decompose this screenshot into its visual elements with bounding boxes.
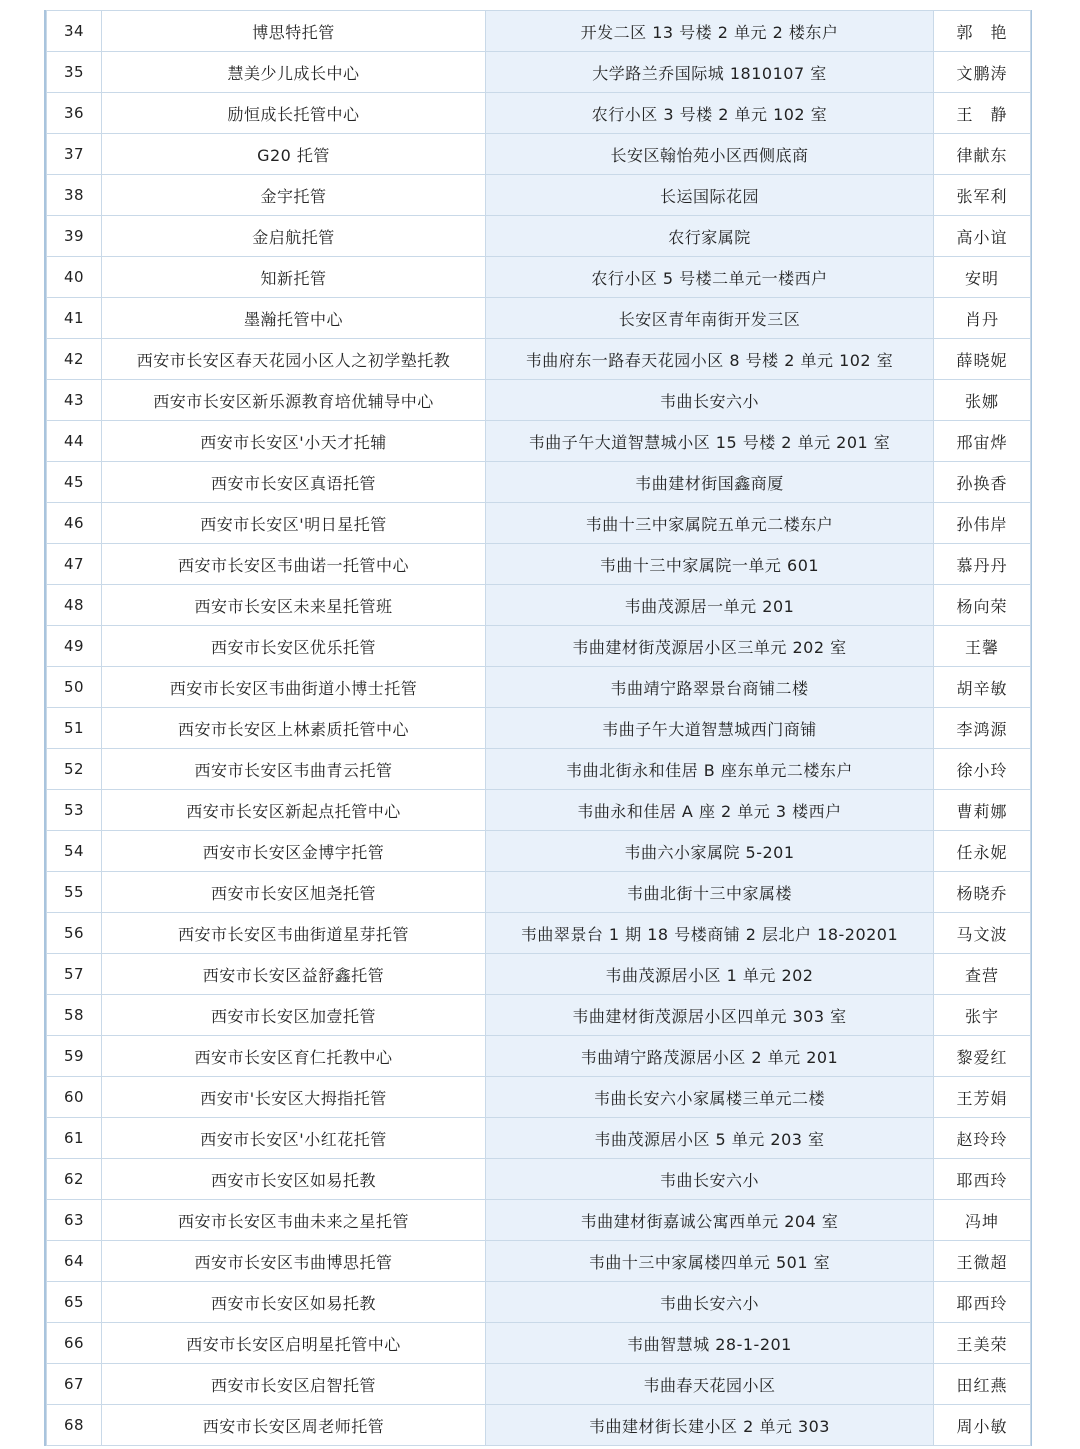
contact-person: 张宇 (934, 995, 1031, 1036)
table-row (47, 708, 1031, 749)
row-number: 62 (47, 1159, 102, 1200)
row-number: 38 (47, 175, 102, 216)
contact-person: 张娜 (934, 380, 1031, 421)
row-number: 41 (47, 298, 102, 339)
org-name: 西安市长安区韦曲街道小博士托管 (102, 667, 486, 708)
table-row (47, 298, 1031, 339)
org-address: 韦曲茂源居小区 1 单元 202 (486, 954, 934, 995)
org-address: 韦曲春天花园小区 (486, 1364, 934, 1405)
table-row (47, 216, 1031, 257)
table-row (47, 913, 1031, 954)
org-name: 西安市长安区'明日星托管 (102, 503, 486, 544)
table-row (47, 503, 1031, 544)
contact-person: 郭 艳 (934, 11, 1031, 52)
org-name: 西安市长安区加壹托管 (102, 995, 486, 1036)
contact-person: 肖丹 (934, 298, 1031, 339)
org-address: 韦曲子午大道智慧城西门商铺 (486, 708, 934, 749)
org-address: 长安区翰怡苑小区西侧底商 (486, 134, 934, 175)
org-name: 励恒成长托管中心 (102, 93, 486, 134)
org-name: 西安市长安区'小红花托管 (102, 1118, 486, 1159)
row-number: 60 (47, 1077, 102, 1118)
contact-person: 王芳娟 (934, 1077, 1031, 1118)
contact-person: 胡辛敏 (934, 667, 1031, 708)
org-name: 西安市长安区春天花园小区人之初学塾托教 (102, 339, 486, 380)
row-number: 36 (47, 93, 102, 134)
contact-person: 田红燕 (934, 1364, 1031, 1405)
contact-person: 黎爱红 (934, 1036, 1031, 1077)
row-number: 61 (47, 1118, 102, 1159)
org-address: 韦曲北街十三中家属楼 (486, 872, 934, 913)
table-row (47, 1077, 1031, 1118)
org-address: 韦曲十三中家属楼四单元 501 室 (486, 1241, 934, 1282)
contact-person: 安明 (934, 257, 1031, 298)
row-number: 37 (47, 134, 102, 175)
row-number: 34 (47, 11, 102, 52)
contact-person: 冯坤 (934, 1200, 1031, 1241)
contact-person: 查营 (934, 954, 1031, 995)
contact-person: 徐小玲 (934, 749, 1031, 790)
table-row (47, 380, 1031, 421)
org-name: 西安市长安区如易托教 (102, 1159, 486, 1200)
table-row (47, 544, 1031, 585)
row-number: 42 (47, 339, 102, 380)
table-row (47, 626, 1031, 667)
org-address: 韦曲长安六小 (486, 380, 934, 421)
contact-person: 杨晓乔 (934, 872, 1031, 913)
org-address: 韦曲茂源居小区 5 单元 203 室 (486, 1118, 934, 1159)
contact-person: 律献东 (934, 134, 1031, 175)
org-name: 西安市长安区如易托教 (102, 1282, 486, 1323)
org-address: 韦曲府东一路春天花园小区 8 号楼 2 单元 102 室 (486, 339, 934, 380)
contact-person: 李鸿源 (934, 708, 1031, 749)
contact-person: 慕丹丹 (934, 544, 1031, 585)
org-name: 西安市长安区周老师托管 (102, 1405, 486, 1446)
org-name: 西安市长安区金博宇托管 (102, 831, 486, 872)
org-name: 西安市长安区旭尧托管 (102, 872, 486, 913)
row-number: 67 (47, 1364, 102, 1405)
org-address: 长安区青年南街开发三区 (486, 298, 934, 339)
org-address: 开发二区 13 号楼 2 单元 2 楼东户 (486, 11, 934, 52)
table-row (47, 1364, 1031, 1405)
table-row (47, 1036, 1031, 1077)
org-address: 长运国际花园 (486, 175, 934, 216)
org-name: 西安市长安区上林素质托管中心 (102, 708, 486, 749)
org-address: 韦曲十三中家属院五单元二楼东户 (486, 503, 934, 544)
contact-person: 耶西玲 (934, 1159, 1031, 1200)
table-row (47, 749, 1031, 790)
org-address: 农行小区 3 号楼 2 单元 102 室 (486, 93, 934, 134)
table-row (47, 175, 1031, 216)
table-row (47, 93, 1031, 134)
org-address: 韦曲子午大道智慧城小区 15 号楼 2 单元 201 室 (486, 421, 934, 462)
org-name: 西安市长安区'小天才托辅 (102, 421, 486, 462)
contact-person: 耶西玲 (934, 1282, 1031, 1323)
org-name: 西安市长安区韦曲未来之星托管 (102, 1200, 486, 1241)
org-address: 农行家属院 (486, 216, 934, 257)
table-row (47, 995, 1031, 1036)
org-address: 韦曲北街永和佳居 B 座东单元二楼东户 (486, 749, 934, 790)
contact-person: 杨向荣 (934, 585, 1031, 626)
contact-person: 王 静 (934, 93, 1031, 134)
row-number: 50 (47, 667, 102, 708)
org-name: 西安市'长安区大拇指托管 (102, 1077, 486, 1118)
org-address: 韦曲六小家属院 5-201 (486, 831, 934, 872)
org-name: 西安市长安区韦曲街道星芽托管 (102, 913, 486, 954)
table-row (47, 421, 1031, 462)
table-row (47, 257, 1031, 298)
org-address: 韦曲建材街长建小区 2 单元 303 (486, 1405, 934, 1446)
contact-person: 周小敏 (934, 1405, 1031, 1446)
row-number: 44 (47, 421, 102, 462)
row-number: 58 (47, 995, 102, 1036)
table-row (47, 52, 1031, 93)
row-number: 65 (47, 1282, 102, 1323)
org-address: 韦曲建材街茂源居小区四单元 303 室 (486, 995, 934, 1036)
table-row (47, 1282, 1031, 1323)
row-number: 64 (47, 1241, 102, 1282)
contact-person: 赵玲玲 (934, 1118, 1031, 1159)
contact-person: 王馨 (934, 626, 1031, 667)
registry-table-container (44, 10, 1032, 1446)
table-row (47, 134, 1031, 175)
org-address: 韦曲长安六小 (486, 1159, 934, 1200)
org-address: 韦曲茂源居一单元 201 (486, 585, 934, 626)
contact-person: 邢宙烨 (934, 421, 1031, 462)
org-name: 西安市长安区韦曲博思托管 (102, 1241, 486, 1282)
table-row (47, 585, 1031, 626)
row-number: 51 (47, 708, 102, 749)
contact-person: 王微超 (934, 1241, 1031, 1282)
org-name: 金宇托管 (102, 175, 486, 216)
table-row (47, 339, 1031, 380)
row-number: 35 (47, 52, 102, 93)
table-row (47, 1200, 1031, 1241)
row-number: 48 (47, 585, 102, 626)
contact-person: 薛晓妮 (934, 339, 1031, 380)
org-address: 韦曲建材街茂源居小区三单元 202 室 (486, 626, 934, 667)
row-number: 43 (47, 380, 102, 421)
row-number: 57 (47, 954, 102, 995)
org-address: 韦曲智慧城 28-1-201 (486, 1323, 934, 1364)
org-name: G20 托管 (102, 134, 486, 175)
org-name: 西安市长安区育仁托教中心 (102, 1036, 486, 1077)
row-number: 66 (47, 1323, 102, 1364)
table-row (47, 1241, 1031, 1282)
registry-table-body (47, 11, 1031, 1446)
org-address: 韦曲十三中家属院一单元 601 (486, 544, 934, 585)
org-name: 知新托管 (102, 257, 486, 298)
contact-person: 孙换香 (934, 462, 1031, 503)
row-number: 47 (47, 544, 102, 585)
org-address: 农行小区 5 号楼二单元一楼西户 (486, 257, 934, 298)
table-row (47, 1405, 1031, 1446)
org-address: 韦曲翠景台 1 期 18 号楼商铺 2 层北户 18-20201 (486, 913, 934, 954)
org-address: 韦曲建材街国鑫商厦 (486, 462, 934, 503)
row-number: 39 (47, 216, 102, 257)
row-number: 63 (47, 1200, 102, 1241)
table-row (47, 872, 1031, 913)
row-number: 68 (47, 1405, 102, 1446)
org-name: 西安市长安区优乐托管 (102, 626, 486, 667)
org-address: 大学路兰乔国际城 1810107 室 (486, 52, 934, 93)
org-name: 博思特托管 (102, 11, 486, 52)
contact-person: 曹莉娜 (934, 790, 1031, 831)
org-name: 西安市长安区启智托管 (102, 1364, 486, 1405)
row-number: 56 (47, 913, 102, 954)
table-row (47, 1118, 1031, 1159)
registry-table (46, 10, 1031, 1446)
org-name: 西安市长安区新乐源教育培优辅导中心 (102, 380, 486, 421)
contact-person: 任永妮 (934, 831, 1031, 872)
org-name: 墨瀚托管中心 (102, 298, 486, 339)
contact-person: 高小谊 (934, 216, 1031, 257)
org-name: 慧美少儿成长中心 (102, 52, 486, 93)
org-address: 韦曲靖宁路翠景台商铺二楼 (486, 667, 934, 708)
org-name: 西安市长安区韦曲青云托管 (102, 749, 486, 790)
contact-person: 文鹏涛 (934, 52, 1031, 93)
table-row (47, 462, 1031, 503)
org-name: 西安市长安区益舒鑫托管 (102, 954, 486, 995)
table-row (47, 1159, 1031, 1200)
row-number: 55 (47, 872, 102, 913)
org-address: 韦曲靖宁路茂源居小区 2 单元 201 (486, 1036, 934, 1077)
org-address: 韦曲建材街嘉诚公寓西单元 204 室 (486, 1200, 934, 1241)
row-number: 53 (47, 790, 102, 831)
row-number: 54 (47, 831, 102, 872)
table-row (47, 831, 1031, 872)
org-name: 金启航托管 (102, 216, 486, 257)
org-address: 韦曲长安六小家属楼三单元二楼 (486, 1077, 934, 1118)
org-name: 西安市长安区未来星托管班 (102, 585, 486, 626)
row-number: 40 (47, 257, 102, 298)
contact-person: 马文波 (934, 913, 1031, 954)
org-name: 西安市长安区启明星托管中心 (102, 1323, 486, 1364)
table-row (47, 667, 1031, 708)
contact-person: 孙伟岸 (934, 503, 1031, 544)
table-row (47, 1323, 1031, 1364)
row-number: 52 (47, 749, 102, 790)
row-number: 59 (47, 1036, 102, 1077)
org-address: 韦曲永和佳居 A 座 2 单元 3 楼西户 (486, 790, 934, 831)
table-row (47, 954, 1031, 995)
row-number: 46 (47, 503, 102, 544)
table-row (47, 11, 1031, 52)
org-name: 西安市长安区新起点托管中心 (102, 790, 486, 831)
org-name: 西安市长安区真语托管 (102, 462, 486, 503)
org-name: 西安市长安区韦曲诺一托管中心 (102, 544, 486, 585)
row-number: 49 (47, 626, 102, 667)
contact-person: 张军利 (934, 175, 1031, 216)
contact-person: 王美荣 (934, 1323, 1031, 1364)
org-address: 韦曲长安六小 (486, 1282, 934, 1323)
row-number: 45 (47, 462, 102, 503)
table-row (47, 790, 1031, 831)
